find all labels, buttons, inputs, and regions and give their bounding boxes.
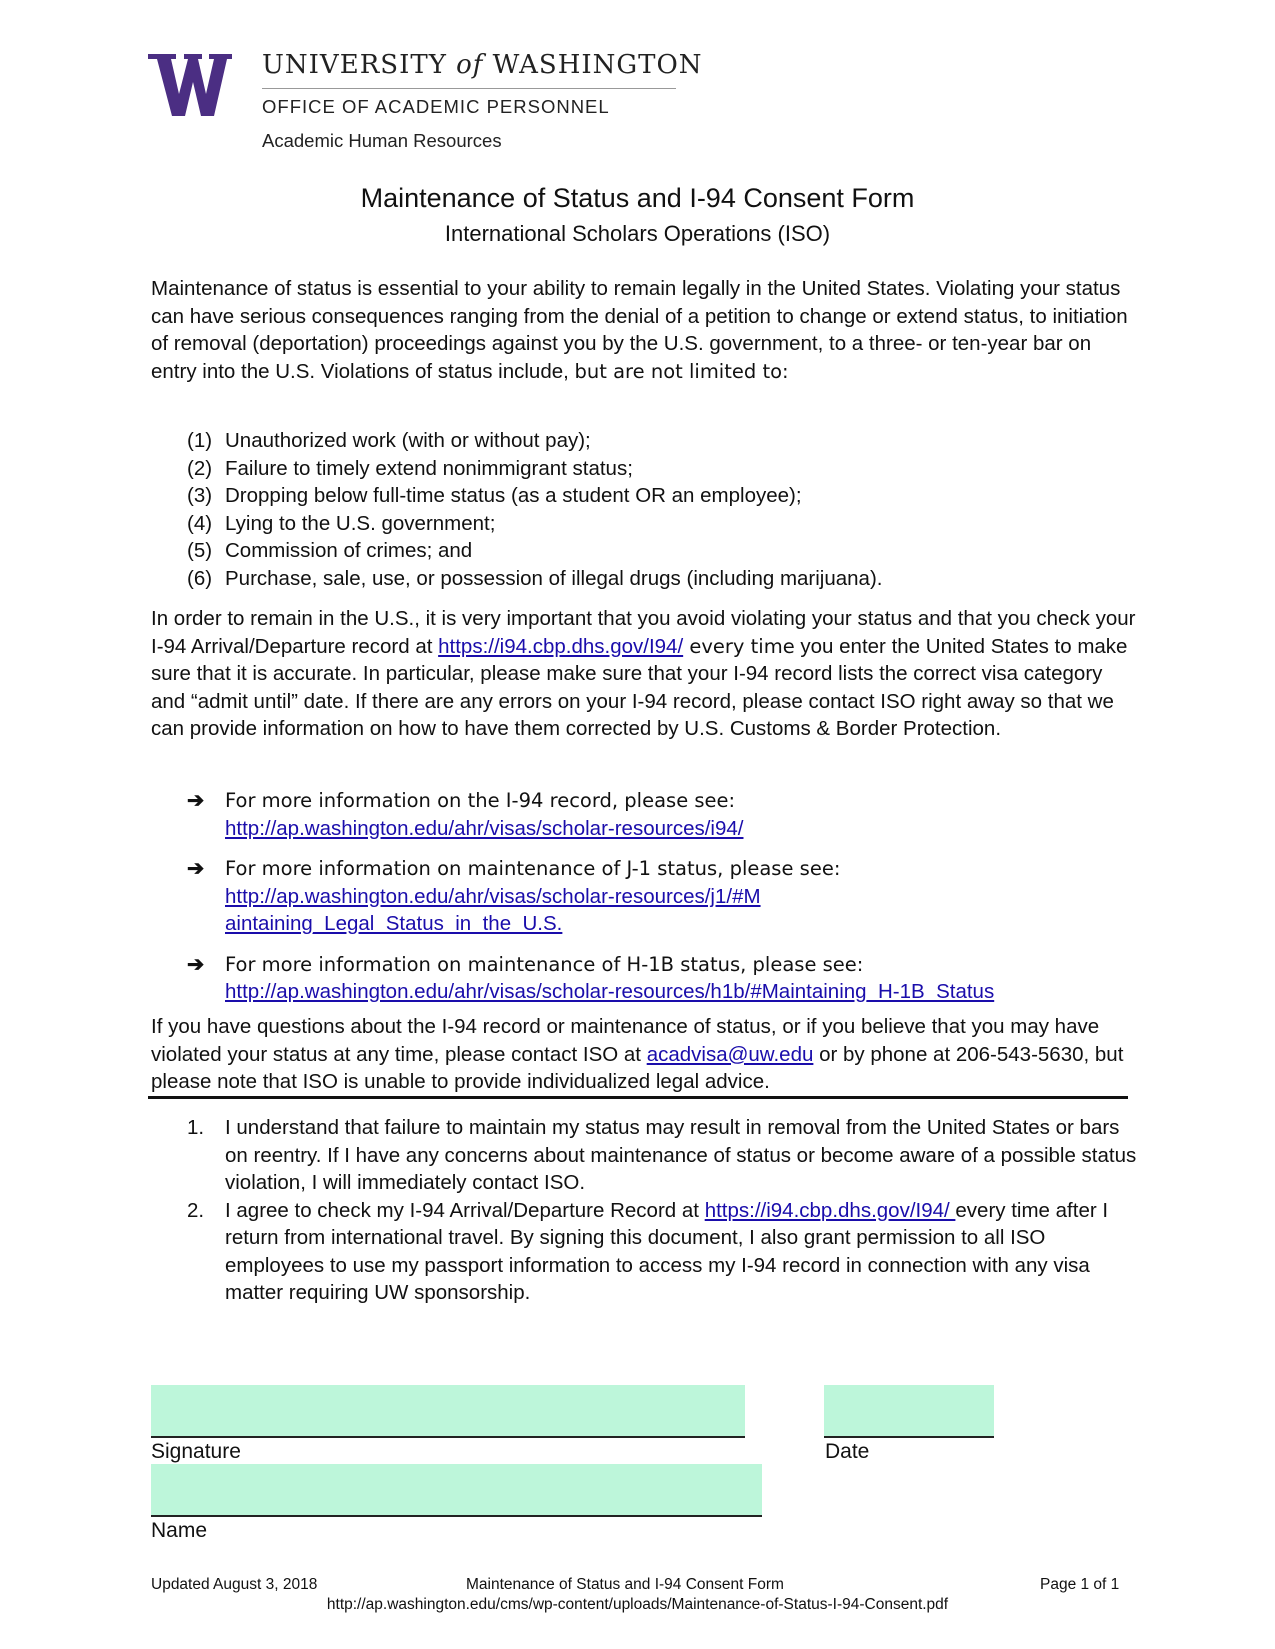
- list-item: (5) Commission of crimes; and: [187, 539, 473, 562]
- i94-agreement-link[interactable]: https://i94.cbp.dhs.gov/I94/: [704, 1198, 956, 1222]
- list-item: ➔ For more information on maintenance of H-1B status, please see: http://ap.washington.edu/ahr/visas/scholar-resources/h1b/#Maintaining_H-1B_Status: [187, 951, 1137, 1006]
- date-label: Date: [825, 1440, 870, 1463]
- section-divider: [148, 1096, 1128, 1099]
- footer-title: Maintenance of Status and I-94 Consent Form: [466, 1576, 784, 1593]
- page-title: Maintenance of Status and I-94 Consent Form: [360, 183, 915, 213]
- agreement-list: [187, 1114, 1137, 1307]
- j1-resource-link[interactable]: http://ap.washington.edu/ahr/visas/scholar-resources/j1/#Maintaining_Legal_Status_in_the_U.S.: [225, 884, 761, 935]
- list-item: (1) Unauthorized work (with or without pay);: [187, 429, 591, 452]
- h1b-resource-link[interactable]: http://ap.washington.edu/ahr/visas/scholar-resources/h1b/#Maintaining_H-1B_Status: [225, 980, 995, 1003]
- i94-check-paragraph: In order to remain in the U.S., it is very important that you avoid violating your status and that you check your I-94 Arrival/Departure record at https://i94.cbp.dhs.gov/I94/ every time you enter the United States to make sure that it is accurate. In particular, please make sure that your I-94 record lists the correct visa category and “admit until” date. If there are any errors on your I-94 record, please contact ISO right away so that we can provide information on how to have them corrected by U.S. Customs & Border Protection.: [151, 607, 1136, 740]
- list-item: ➔ For more information on maintenance of J-1 status, please see: http://ap.washington.edu/ahr/visas/scholar-resources/j1/#Maintaining_Legal_Status_in_the_U.S.: [187, 855, 1137, 938]
- date-line: [824, 1436, 994, 1438]
- arrow-right-icon: ➔: [187, 857, 205, 880]
- list-item: (2) Failure to timely extend nonimmigrant status;: [187, 456, 633, 480]
- name-line: [151, 1515, 762, 1517]
- list-item: (3) Dropping below full-time status (as a student OR an employee);: [187, 484, 802, 507]
- footer-updated: Updated August 3, 2018: [151, 1576, 318, 1593]
- intro-paragraph: Maintenance of status is essential to your ability to remain legally in the United States. Violating your status can have serious consequences ranging from the denial of a petition to change or extend status, to initiation of removal (deportation) proceedings against you by the U.S. government, to a three- or ten-year bar on entry into the U.S. Violations of status include, but are not limited to:: [151, 277, 1128, 383]
- signature-field[interactable]: [151, 1385, 745, 1437]
- signature-label: Signature: [151, 1440, 241, 1463]
- list-item: ➔ For more information on the I-94 record, please see: http://ap.washington.edu/ahr/visas/scholar-resources/i94/: [187, 787, 1137, 842]
- i94-link[interactable]: https://i94.cbp.dhs.gov/I94/: [438, 634, 684, 658]
- university-name: UNIVERSITY of WASHINGTON: [262, 50, 703, 80]
- name-field[interactable]: [151, 1464, 762, 1516]
- footer-url: http://ap.washington.edu/cms/wp-content/uploads/Maintenance-of-Status-I-94-Consent.pdf: [326, 1596, 949, 1613]
- violations-list: [187, 427, 1137, 592]
- uw-w-logo-icon: [148, 54, 232, 116]
- arrow-right-icon: ➔: [187, 789, 205, 812]
- date-field[interactable]: [824, 1385, 994, 1437]
- list-item: (4) Lying to the U.S. government;: [187, 511, 496, 535]
- list-item: (6) Purchase, sale, use, or possession of illegal drugs (including marijuana).: [187, 566, 883, 590]
- footer-page: Page 1 of 1: [1040, 1576, 1120, 1593]
- header-divider: [262, 88, 676, 89]
- office-name: OFFICE OF ACADEMIC PERSONNEL: [262, 96, 610, 117]
- list-item: 1. I understand that failure to maintain my status may result in removal from the United States or bars on reentry. If I have any concerns about maintenance of status or become aware of a possible status violation, I will immediately contact ISO.: [187, 1116, 1137, 1194]
- page-subtitle: International Scholars Operations (ISO): [444, 221, 831, 246]
- i94-resource-link[interactable]: http://ap.washington.edu/ahr/visas/scholar-resources/i94/: [225, 816, 744, 840]
- contact-paragraph: If you have questions about the I-94 record or maintenance of status, or if you believe that you may have violated your status at any time, please contact ISO at acadvisa@uw.edu or by phone at 206-543-5630, but please note that ISO is unable to provide individualized legal advice.: [151, 1015, 1124, 1093]
- name-label: Name: [151, 1519, 208, 1542]
- department-name: Academic Human Resources: [262, 130, 502, 151]
- signature-line: [151, 1436, 745, 1438]
- list-item: 2. I agree to check my I-94 Arrival/Departure Record at https://i94.cbp.dhs.gov/I94/ every time after I return from international travel. By signing this document, I also grant permission to all ISO employees to use my passport information to access my I-94 record in connection with any visa matter requiring UW sponsorship.: [187, 1198, 1109, 1304]
- arrow-right-icon: ➔: [187, 952, 205, 976]
- email-link[interactable]: acadvisa@uw.edu: [646, 1042, 814, 1066]
- resource-links: [187, 787, 1137, 1019]
